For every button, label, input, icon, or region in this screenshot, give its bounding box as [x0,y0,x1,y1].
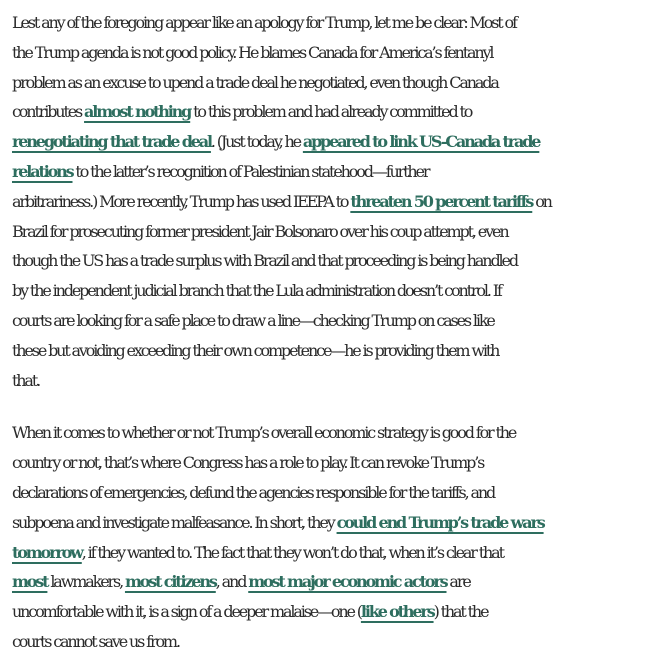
text-line: relations to the latter’s recognition of Palestinian statehood—further [12,161,429,181]
text-line: courts cannot save us from. [12,631,179,651]
link-renegotiating-trade-deal[interactable]: renegotiating that trade deal [12,132,211,152]
link-most[interactable]: most [12,572,48,592]
link-could-end-trade-wars[interactable]: could end Trump’s trade wars [336,512,544,532]
text-line: tomorrow, if they wanted to. The fact that they won’t do that, when it’s clear that [12,542,503,562]
text-line: Brazil for prosecuting former president Jair Bolsonaro over his coup attempt, even [12,221,508,241]
text-line: problem as an excuse to upend a trade deal he negotiated, even though Canada [12,72,498,92]
paragraph-2 [12,418,656,656]
text-line: by the independent judicial branch that the Lula administration doesn’t control. If [12,281,501,301]
link-most-major-economic-actors[interactable]: most major economic actors [248,572,447,592]
text-line: country or not, that’s where Congress has a role to play. It can revoke Trump’s [12,453,484,473]
text-line: uncomfortable with it, is a sign of a deeper malaise—one (like others) that the [12,602,488,622]
text-line: declarations of emergencies, defund the agencies responsible for the tariffs, and [12,482,495,502]
text-line: contributes almost nothing to this problem and had already committed to [12,102,472,122]
text-line: renegotiating that trade deal. (Just today, he appeared to link US-Canada trade [12,132,540,152]
text-line: subpoena and investigate malfeasance. In short, they could end Trump’s trade wars [12,512,544,532]
link-most-citizens[interactable]: most citizens [124,572,216,592]
paragraph-gap [12,395,656,418]
text-line: most lawmakers, most citizens, and most major economic actors are [12,572,470,592]
link-could-end-trade-wars-cont[interactable]: tomorrow [12,542,82,562]
text-line: courts are looking for a safe place to draw a line—checking Trump on cases like [12,310,494,330]
link-threaten-50-percent-tariffs[interactable]: threaten 50 percent tariffs [350,191,533,211]
link-almost-nothing[interactable]: almost nothing [84,102,191,122]
text-line: that. [12,370,40,390]
paragraph-1 [12,8,656,395]
link-us-canada-trade-relations-cont[interactable]: relations [12,161,73,181]
text-line: these but avoiding exceeding their own competence—he is providing them with [12,340,499,360]
text-line: Lest any of the foregoing appear like an apology for Trump, let me be clear: Most of [12,13,516,32]
link-like-others[interactable]: like others [360,602,434,622]
text-line: the Trump agenda is not good policy. He blames Canada for America’s fentanyl [12,42,493,62]
link-us-canada-trade-relations[interactable]: appeared to link US-Canada trade [302,132,540,152]
text-line: though the US has a trade surplus with Brazil and that proceeding is being handled [12,251,517,271]
text-line: arbitrariness.) More recently, Trump has used IEEPA to threaten 50 percent tariffs on [12,191,551,211]
text-line: When it comes to whether or not Trump’s overall economic strategy is good for the [12,423,516,443]
